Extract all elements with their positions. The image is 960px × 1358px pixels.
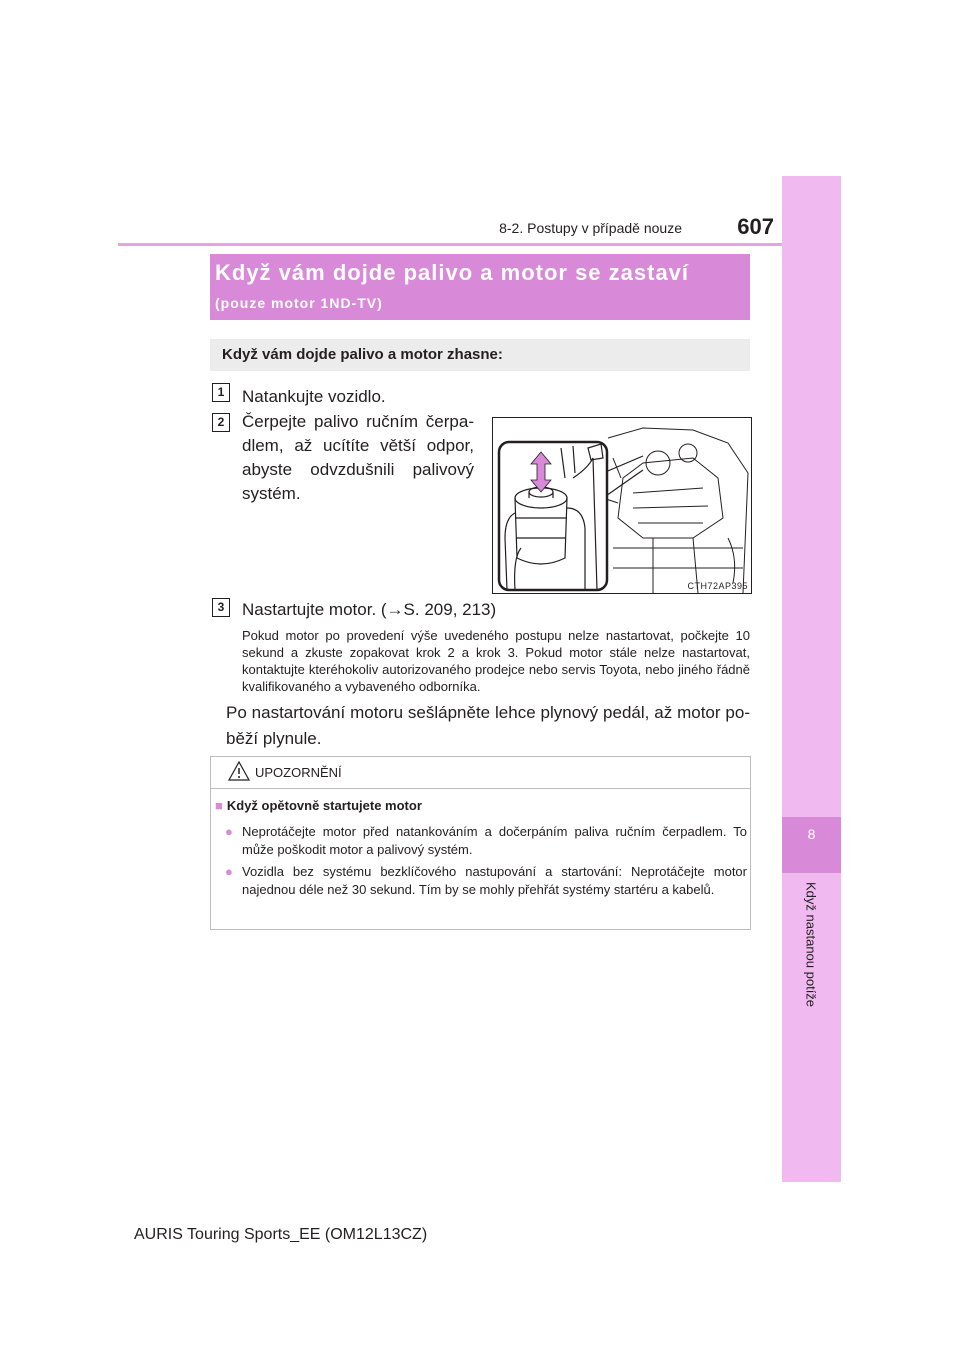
engine-illustration: [493, 418, 751, 593]
caution-box: [210, 756, 751, 930]
banner-title: Když vám dojde palivo a motor se zastaví: [215, 260, 690, 285]
subheading: Když vám dojde palivo a motor zhasne:: [222, 346, 503, 363]
chapter-title-vertical: [786, 882, 836, 1032]
caution-title-text: Když opětovně startujete motor: [226, 798, 422, 813]
circle-bullet-icon: ●: [225, 864, 233, 879]
step-number-2: 2: [212, 413, 230, 432]
caution-bullet-2: [225, 863, 747, 899]
page-number: 607: [737, 214, 774, 239]
caution-label: UPOZORNĚNÍ: [255, 765, 342, 780]
caution-bullet-1: [225, 823, 747, 859]
caution-bullet-text: Neprotáčejte motor před natankováním a dočerpáním paliva ručním čerpadlem. To může poškodit motor a palivový systém.: [242, 824, 747, 857]
section-title: 8-2. Postupy v případě nouze: [499, 220, 682, 236]
engine-figure: [492, 417, 752, 594]
circle-bullet-icon: ●: [225, 824, 233, 839]
banner-subtitle: (pouze motor 1ND-TV): [215, 295, 383, 311]
step-note: Pokud motor po provedení výše uvedeného postupu nelze nastartovat, počkejte 10 sekund a zkuste zopakovat krok 2 a krok 3. Pokud motor stále nelze nastartovat, kontaktujte kteréhokoliv autorizovaného prodejce nebo servis Toyota, nebo jiného řádně kvalifikovaného a vybaveného odborníka.: [242, 628, 750, 694]
chapter-title: Když nastanou potíže: [803, 882, 819, 1008]
body-paragraph: Po nastartování motoru sešlápněte lehce plynový pedál, až motor poběží plynule.: [226, 703, 750, 748]
square-bullet-icon: ■: [215, 798, 223, 813]
step-text-3: Nastartujte motor. (→S. 209, 213): [242, 600, 497, 619]
warning-triangle-icon: [227, 760, 251, 782]
caution-bullet-text: Vozidla bez systému bezklíčového nastupování a startování: Neprotáčejte motor najednou déle než 30 sekund. Tím by se mohly přehřát systémy startéru a kabelů.: [242, 864, 747, 897]
subheading-box: [210, 339, 750, 371]
figure-code: CTH72AP395: [687, 581, 748, 591]
step-text-1: Natankujte vozidlo.: [242, 387, 386, 406]
step-text-2: Čerpejte palivo ručním čerpadlem, až ucítíte větší odpor, abyste odvzdušnili palivový systém.: [242, 412, 474, 503]
chapter-number: 8: [807, 826, 816, 842]
step-number-1: 1: [212, 383, 230, 402]
header-rule: [118, 243, 782, 246]
manual-footer: AURIS Touring Sports_EE (OM12L13CZ): [134, 1226, 428, 1243]
caution-title: [215, 798, 422, 813]
step-number-3: 3: [212, 598, 230, 617]
caution-header: [211, 757, 750, 789]
section-title-banner: [210, 254, 750, 320]
